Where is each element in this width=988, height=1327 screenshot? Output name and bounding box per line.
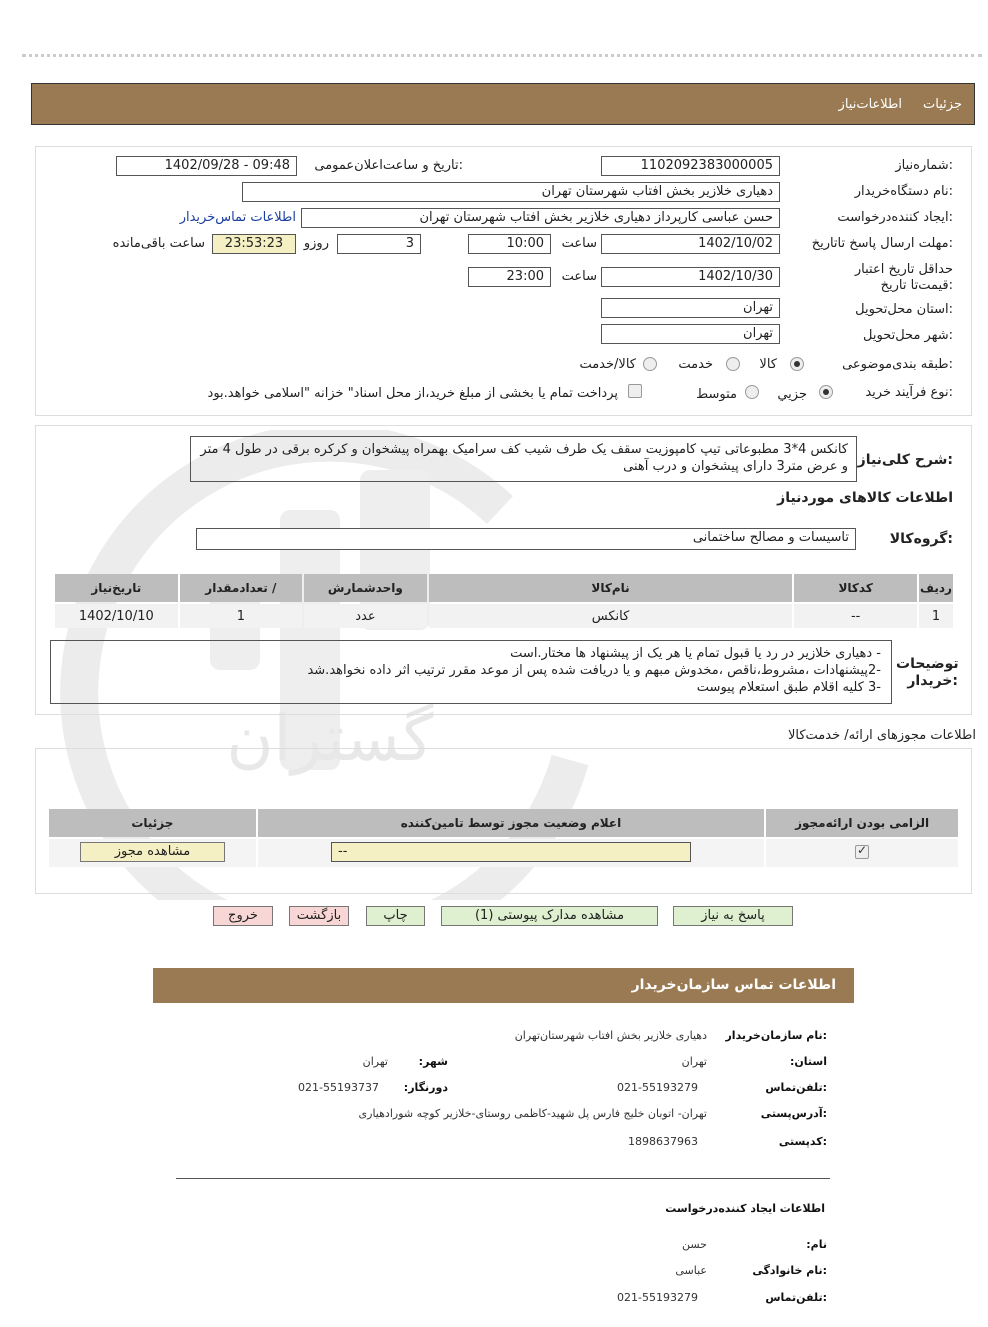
validity-date-field: 1402/10/30 <box>601 267 780 287</box>
view-attachments-button[interactable]: مشاهده مدارک پیوستی (1) <box>441 906 658 926</box>
province-label: استان محل‌تحویل: <box>855 302 953 317</box>
col-unit: واحدشمارش <box>304 574 427 602</box>
validity-label: حداقل تاریخ اعتبار قیمت‌تا تاریخ: <box>854 262 953 293</box>
org-name-label: نام سازمان‌خریدار: <box>725 1029 827 1042</box>
org-contact-header <box>153 968 854 1003</box>
cell-need-date: 1402/10/10 <box>55 604 178 628</box>
buyer-notes-label: توضیحات خریدار: <box>896 656 959 689</box>
col-permit-required: الزامی بودن ارائه‌مجوز <box>766 809 958 837</box>
process-minor-radio[interactable] <box>819 385 833 399</box>
exit-button[interactable]: خروج <box>213 906 273 926</box>
description-text: کانکس 4*3 مطبوعاتی تیپ کامپوزیت سقف یک طرف شیب کف سرامیک بهمراه پیشخوان و کرکره برقی در طول 4 متر و عرض متر3 دارای پیشخوان و درب آهنی <box>190 436 857 482</box>
announce-label: تاریخ و ساعت‌اعلان‌عمومی: <box>314 158 463 173</box>
permit-status-field: -- <box>331 842 691 862</box>
remaining-time-field: 23:53:23 <box>212 234 296 254</box>
category-both-radio[interactable] <box>643 357 657 371</box>
requester-first-name-label: :نام <box>806 1238 827 1251</box>
contact-divider <box>176 1178 830 1179</box>
deadline-label: مهلت ارسال پاسخ تا‌تاریخ: <box>811 236 953 251</box>
org-city-value: تهران <box>362 1055 388 1068</box>
org-fax-label: :دورنگار <box>403 1081 448 1094</box>
goods-group-field: تاسیسات و مصالح ساختمانی <box>196 528 856 550</box>
city-label: شهر محل‌تحویل: <box>863 328 953 343</box>
city-field: تهران <box>601 324 780 344</box>
org-province-label: :استان <box>789 1055 827 1068</box>
announce-field: 1402/09/28 - 09:48 <box>116 156 297 176</box>
permits-title: اطلاعات مجوزهای ارائه/ خدمت‌کالا <box>787 728 976 743</box>
requester-first-name: حسن <box>682 1238 707 1251</box>
days-label: روزو <box>303 236 329 251</box>
details-header-bar <box>31 83 975 125</box>
validity-time-field: 23:00 <box>468 267 551 287</box>
process-label: نوع فرآیند: <box>895 385 953 400</box>
view-permit-button[interactable]: مشاهده مجوز <box>80 842 225 862</box>
org-postal-label: کد‌پستی: <box>778 1135 827 1148</box>
table-row <box>55 604 953 628</box>
top-divider <box>22 54 982 57</box>
deadline-time-label: ساعت <box>561 236 597 251</box>
deadline-date-field: 1402/10/02 <box>601 234 780 254</box>
cell-goods-name: کانکس <box>429 604 793 628</box>
org-province-value: تهران <box>681 1055 707 1068</box>
province-field: تهران <box>601 298 780 318</box>
col-permit-status: اعلام وضعیت مجوز توسط تامین‌کننده <box>258 809 764 837</box>
org-fax-value: 021-55193737 <box>298 1081 379 1094</box>
need-number-label: شماره‌نیاز: <box>895 158 953 173</box>
org-address-label: آدرس‌پستی: <box>760 1107 827 1120</box>
buyer-note-line: -3 کلیه اقلام طبق استعلام پیوست <box>696 680 881 695</box>
creator-label: ایجاد کننده‌درخواست: <box>837 210 953 225</box>
col-need-date: تاریخ‌نیاز <box>55 574 178 602</box>
reply-button[interactable]: پاسخ به نیاز <box>673 906 793 926</box>
col-quantity: تعدادمقدار / <box>180 574 303 602</box>
org-contact-title: اطلاعات تماس سازمان‌خریدار <box>631 977 836 993</box>
deadline-time-field: 10:00 <box>468 234 551 254</box>
buyer-note-line: - دهیاری خلازیر در رد یا قبول تمام یا هر یک از پیشنهاد ها مختار.است <box>510 646 881 661</box>
goods-info-title: اطلاعات کالاهای موردنیاز <box>777 490 953 506</box>
need-number-field: 1102092383000005 <box>601 156 780 176</box>
cell-quantity: 1 <box>180 604 303 628</box>
buyer-label: نام دستگاه‌خریدار: <box>854 184 953 199</box>
category-service-label: خدمت <box>678 357 713 372</box>
permit-required-checkbox[interactable] <box>855 845 869 859</box>
category-label: طبقه بندی‌موضوعی: <box>842 357 953 372</box>
buyer-notes-box <box>50 640 892 704</box>
buyer-contact-link[interactable]: اطلاعات تماس‌خریدار <box>179 210 296 225</box>
process-medium-label: متوسط <box>696 387 737 402</box>
category-service-radio[interactable] <box>726 357 740 371</box>
requester-title: اطلاعات ایجاد کننده‌درخواست <box>665 1202 825 1215</box>
cell-unit: عدد <box>304 604 427 628</box>
treasury-payment-checkbox[interactable] <box>628 384 642 398</box>
remaining-label: ساعت باقی‌مانده <box>112 236 205 251</box>
cell-row: 1 <box>919 604 953 628</box>
requester-phone-label: تلفن‌تماس: <box>765 1291 827 1304</box>
category-goods-radio[interactable] <box>790 357 804 371</box>
requester-phone: 021-55193279 <box>617 1291 698 1304</box>
back-button[interactable]: بازگشت <box>289 906 349 926</box>
org-city-label: :شهر <box>418 1055 448 1068</box>
days-field: 3 <box>337 234 421 254</box>
col-goods-code: کدکالا <box>794 574 917 602</box>
buyer-field: دهیاری خلازیر بخش افتاب شهرستان تهران <box>242 182 780 202</box>
process-buy-label: خرید <box>865 385 891 400</box>
org-phone-label: تلفن‌تماس: <box>765 1081 827 1094</box>
tab-details[interactable]: جزئیات <box>923 97 962 112</box>
goods-group-label: گروه‌کالا: <box>889 531 953 547</box>
requester-last-name: عباسی <box>675 1264 707 1277</box>
tab-need-info[interactable]: اطلاعات‌نیاز <box>838 97 902 112</box>
org-address-value: تهران- اتوبان خلیج فارس پل شهید-کاظمی روستای-خلازیر کوچه شوراد‌هیاری <box>358 1107 707 1120</box>
org-postal-value: 1898637963 <box>628 1135 698 1148</box>
cell-goods-code: -- <box>794 604 917 628</box>
requester-last-name-label: نام خانوادگی: <box>752 1264 827 1277</box>
col-row: ردیف <box>919 574 953 602</box>
validity-time-label: ساعت <box>561 269 597 284</box>
goods-table <box>53 572 955 630</box>
buyer-note-line: -2پیشنهادات ،مشروط،ناقص ،مخدوش مبهم و یا دریافت شده پس از موعد مقرر ترتیب اثر داده نخواهد.شد <box>307 663 881 678</box>
col-goods-name: نام‌کالا <box>429 574 793 602</box>
category-goods-label: کالا <box>759 357 777 372</box>
process-minor-label: جزيي <box>777 387 807 402</box>
category-both-label: کالا/خدمت <box>579 357 636 372</box>
treasury-payment-note: پرداخت تمام یا بخشی از مبلغ خرید،از محل اسناد" خزانه "اسلامی خواهد.بود <box>207 386 618 401</box>
description-title: شرح کلی‌نیاز: <box>857 452 953 468</box>
org-phone-value: 021-55193279 <box>617 1081 698 1094</box>
svg-text:گستران: گستران <box>226 702 434 776</box>
org-name-value: دهیاری خلازیر بخش افتاب شهرستان‌تهران <box>514 1029 707 1042</box>
col-permit-details: جزئیات <box>49 809 256 837</box>
creator-field: حسن عباسی کارپرداز دهیاری خلازیر بخش افتاب شهرستان تهران <box>301 208 780 228</box>
print-button[interactable]: چاپ <box>366 906 425 926</box>
process-medium-radio[interactable] <box>745 385 759 399</box>
